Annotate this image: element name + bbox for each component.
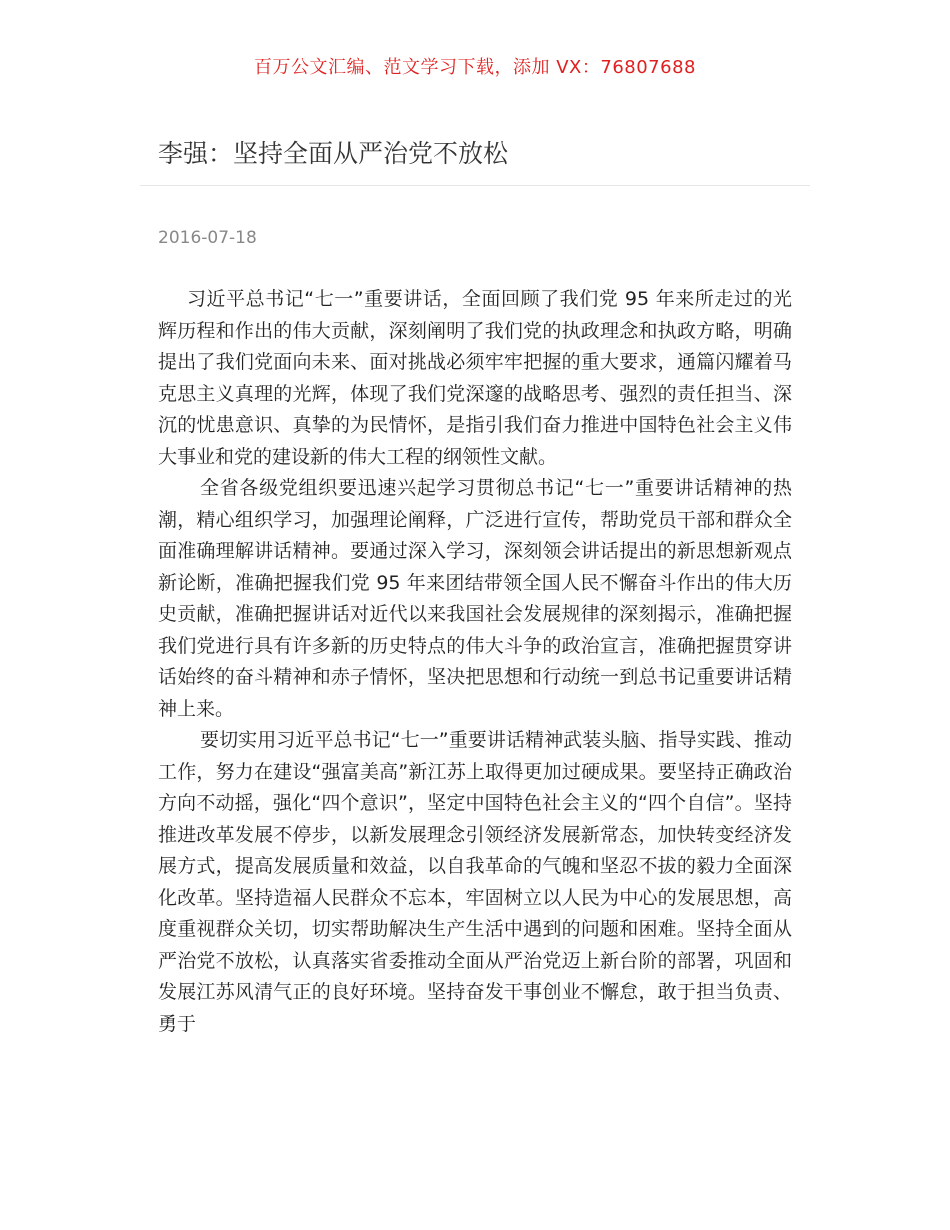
- header-banner: 百万公文汇编、范文学习下载，添加 VX：76807688: [254, 57, 696, 78]
- article-date: 2016-07-18: [158, 228, 257, 248]
- title-divider: [140, 185, 810, 186]
- article-paragraph-1: 习近平总书记“七一”重要讲话，全面回顾了我们党 95 年来所走过的光辉历程和作出的伟大贡献，深刻阐明了我们党的执政理念和执政方略，明确提出了我们党面向未来、面对挑战必须牢牢把握的重大要求，通篇闪耀着马克思主义真理的光辉，体现了我们党深邃的战略思考、强烈的责任担当、深沉的忧患意识、真挚的为民情怀，是指引我们奋力推进中国特色社会主义伟大事业和党的建设新的伟大工程的纲领性文献。: [158, 288, 792, 468]
- article-paragraph-3: 要切实用习近平总书记“七一”重要讲话精神武装头脑、指导实践、推动工作，努力在建设“强富美高”新江苏上取得更加过硬成果。要坚持正确政治方向不动摇，强化“四个意识”，坚定中国特色社会主义的“四个自信”。坚持推进改革发展不停步，以新发展理念引领经济发展新常态，加快转变经济发展方式，提高发展质量和效益，以自我革命的气魄和坚忍不拔的毅力全面深化改革。坚持造福人民群众不忘本，牢固树立以人民为中心的发展思想，高度重视群众关切，切实帮助解决生产生活中遇到的问题和困难。坚持全面从严治党不放松，认真落实省委推动全面从严治党迈上新台阶的部署，巩固和发展江苏风清气正的良好环境。坚持奋发干事创业不懈怠，敢于担当负责、勇于: [158, 729, 792, 1035]
- article-paragraph-2: 全省各级党组织要迅速兴起学习贯彻总书记“七一”重要讲话精神的热潮，精心组织学习，加强理论阐释，广泛进行宣传，帮助党员干部和群众全面准确理解讲话精神。要通过深入学习，深刻领会讲话提出的新思想新观点新论断，准确把握我们党 95 年来团结带领全国人民不懈奋斗作出的伟大历史贡献，准确把握讲话对近代以来我国社会发展规律的深刻揭示，准确把握我们党进行具有许多新的历史特点的伟大斗争的政治宣言，准确把握贯穿讲话始终的奋斗精神和赤子情怀，坚决把思想和行动统一到总书记重要讲话精神上来。: [158, 477, 792, 720]
- article-title: 李强：坚持全面从严治党不放松: [158, 139, 509, 168]
- article-body: [158, 284, 792, 1040]
